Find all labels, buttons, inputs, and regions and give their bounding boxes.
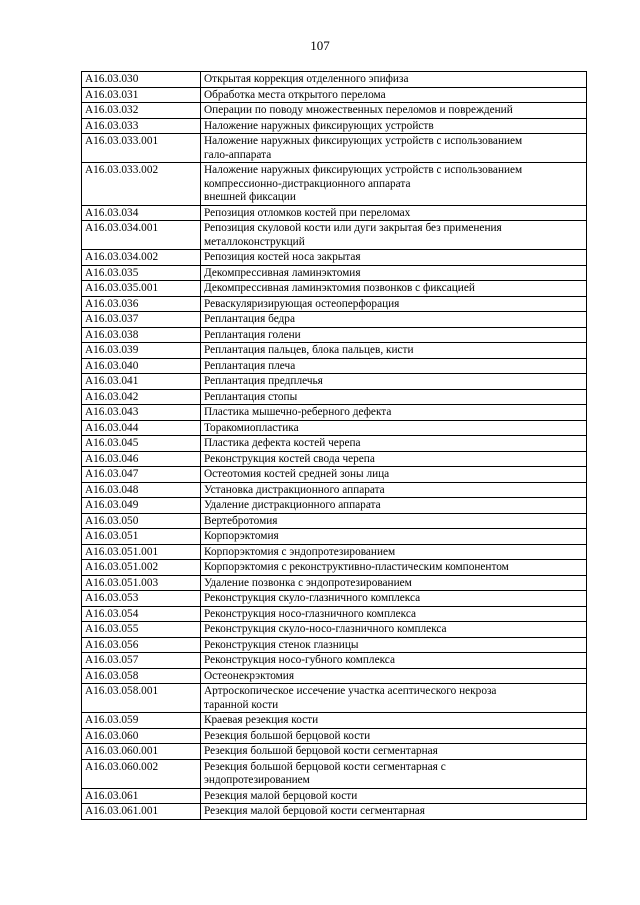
- service-name-cell: Установка дистракционного аппарата: [201, 482, 587, 498]
- service-name-cell: Корпорэктомия с эндопротезированием: [201, 544, 587, 560]
- service-code-cell: A16.03.033.001: [82, 134, 201, 163]
- service-code-cell: A16.03.035: [82, 265, 201, 281]
- service-code-cell: A16.03.060.001: [82, 744, 201, 760]
- service-name-cell: Пластика мышечно-реберного дефекта: [201, 405, 587, 421]
- service-name-cell: Вертебротомия: [201, 513, 587, 529]
- service-code-cell: A16.03.046: [82, 451, 201, 467]
- service-code-cell: A16.03.040: [82, 358, 201, 374]
- table-row: [82, 312, 587, 328]
- service-name-cell: Артроскопическое иссечение участка асептического некроза таранной кости: [201, 684, 587, 713]
- service-code-cell: A16.03.058: [82, 668, 201, 684]
- service-code-cell: A16.03.043: [82, 405, 201, 421]
- service-name-cell: Открытая коррекция отделенного эпифиза: [201, 72, 587, 88]
- service-name-cell: Удаление дистракционного аппарата: [201, 498, 587, 514]
- service-code-cell: A16.03.056: [82, 637, 201, 653]
- table-row: [82, 759, 587, 788]
- table-row: [82, 606, 587, 622]
- service-name-cell: Наложение наружных фиксирующих устройств с использованием компрессионно-дистракционного аппарата внешней фиксации: [201, 163, 587, 206]
- service-code-cell: A16.03.044: [82, 420, 201, 436]
- service-name-cell: Реплантация бедра: [201, 312, 587, 328]
- table-row: [82, 250, 587, 266]
- service-name-cell: Корпорэктомия: [201, 529, 587, 545]
- service-code-cell: A16.03.033.002: [82, 163, 201, 206]
- service-name-cell: Реплантация стопы: [201, 389, 587, 405]
- table-row: [82, 482, 587, 498]
- table-row: [82, 163, 587, 206]
- service-code-cell: A16.03.061.001: [82, 804, 201, 820]
- service-code-cell: A16.03.034: [82, 205, 201, 221]
- service-code-cell: A16.03.060.002: [82, 759, 201, 788]
- service-name-cell: Наложение наружных фиксирующих устройств: [201, 118, 587, 134]
- service-code-cell: A16.03.039: [82, 343, 201, 359]
- table-row: [82, 713, 587, 729]
- service-code-cell: A16.03.042: [82, 389, 201, 405]
- service-name-cell: Резекция большой берцовой кости: [201, 728, 587, 744]
- service-name-cell: Реплантация предплечья: [201, 374, 587, 390]
- table-body: [82, 72, 587, 820]
- service-code-cell: A16.03.031: [82, 87, 201, 103]
- service-name-cell: Торакомиопластика: [201, 420, 587, 436]
- service-name-cell: Репозиция костей носа закрытая: [201, 250, 587, 266]
- service-name-cell: Декомпрессивная ламинэктомия: [201, 265, 587, 281]
- service-name-cell: Реконструкция скуло-глазничного комплекса: [201, 591, 587, 607]
- service-code-cell: A16.03.059: [82, 713, 201, 729]
- service-name-cell: Реконструкция костей свода черепа: [201, 451, 587, 467]
- table-row: [82, 591, 587, 607]
- service-name-cell: Резекция большой берцовой кости сегментарная: [201, 744, 587, 760]
- service-name-cell: Репозиция скуловой кости или дуги закрытая без применения металлоконструкций: [201, 221, 587, 250]
- service-code-cell: A16.03.047: [82, 467, 201, 483]
- page-number: 107: [310, 38, 330, 53]
- table-row: [82, 327, 587, 343]
- table-row: [82, 529, 587, 545]
- service-code-cell: A16.03.051.002: [82, 560, 201, 576]
- table-row: [82, 804, 587, 820]
- table-row: [82, 560, 587, 576]
- service-name-cell: Пластика дефекта костей черепа: [201, 436, 587, 452]
- service-name-cell: Остеонекрэктомия: [201, 668, 587, 684]
- service-code-cell: A16.03.050: [82, 513, 201, 529]
- service-name-cell: Операции по поводу множественных переломов и повреждений: [201, 103, 587, 119]
- service-code-cell: A16.03.041: [82, 374, 201, 390]
- table-row: [82, 103, 587, 119]
- service-name-cell: Реплантация голени: [201, 327, 587, 343]
- table-row: [82, 87, 587, 103]
- service-code-cell: A16.03.061: [82, 788, 201, 804]
- table-row: [82, 221, 587, 250]
- service-code-cell: A16.03.037: [82, 312, 201, 328]
- table-row: [82, 405, 587, 421]
- service-code-cell: A16.03.051.003: [82, 575, 201, 591]
- table-row: [82, 134, 587, 163]
- service-name-cell: Реконструкция носо-глазничного комплекса: [201, 606, 587, 622]
- service-code-cell: A16.03.055: [82, 622, 201, 638]
- service-code-cell: A16.03.036: [82, 296, 201, 312]
- service-name-cell: Резекция малой берцовой кости: [201, 788, 587, 804]
- procedure-codes-table: [81, 71, 587, 820]
- service-name-cell: Остеотомия костей средней зоны лица: [201, 467, 587, 483]
- table-row: [82, 265, 587, 281]
- table-row: [82, 637, 587, 653]
- table-row: [82, 420, 587, 436]
- table-row: [82, 744, 587, 760]
- service-code-cell: A16.03.051: [82, 529, 201, 545]
- service-name-cell: Резекция малой берцовой кости сегментарная: [201, 804, 587, 820]
- service-code-cell: A16.03.034.001: [82, 221, 201, 250]
- table-row: [82, 118, 587, 134]
- service-code-cell: A16.03.030: [82, 72, 201, 88]
- table-row: [82, 728, 587, 744]
- service-name-cell: Обработка места открытого перелома: [201, 87, 587, 103]
- service-name-cell: Реконструкция носо-губного комплекса: [201, 653, 587, 669]
- table-row: [82, 498, 587, 514]
- table-row: [82, 544, 587, 560]
- table-row: [82, 343, 587, 359]
- service-name-cell: Декомпрессивная ламинэктомия позвонков с фиксацией: [201, 281, 587, 297]
- table-row: [82, 72, 587, 88]
- table-row: [82, 451, 587, 467]
- service-code-cell: A16.03.057: [82, 653, 201, 669]
- service-code-cell: A16.03.054: [82, 606, 201, 622]
- table-row: [82, 281, 587, 297]
- service-name-cell: Удаление позвонка с эндопротезированием: [201, 575, 587, 591]
- table-row: [82, 389, 587, 405]
- service-name-cell: Реконструкция стенок глазницы: [201, 637, 587, 653]
- service-code-cell: A16.03.035.001: [82, 281, 201, 297]
- service-code-cell: A16.03.051.001: [82, 544, 201, 560]
- service-code-cell: A16.03.058.001: [82, 684, 201, 713]
- service-code-cell: A16.03.053: [82, 591, 201, 607]
- table-row: [82, 622, 587, 638]
- service-code-cell: A16.03.048: [82, 482, 201, 498]
- table-row: [82, 205, 587, 221]
- table-row: [82, 668, 587, 684]
- table-row: [82, 575, 587, 591]
- table-row: [82, 788, 587, 804]
- table-row: [82, 296, 587, 312]
- service-code-cell: A16.03.060: [82, 728, 201, 744]
- service-name-cell: Корпорэктомия с реконструктивно-пластическим компонентом: [201, 560, 587, 576]
- service-code-cell: A16.03.034.002: [82, 250, 201, 266]
- service-name-cell: Репозиция отломков костей при переломах: [201, 205, 587, 221]
- service-code-cell: A16.03.033: [82, 118, 201, 134]
- table-row: [82, 653, 587, 669]
- service-name-cell: Краевая резекция кости: [201, 713, 587, 729]
- service-name-cell: Резекция большой берцовой кости сегментарная с эндопротезированием: [201, 759, 587, 788]
- table-row: [82, 684, 587, 713]
- table-row: [82, 358, 587, 374]
- service-name-cell: Реваскуляризирующая остеоперфорация: [201, 296, 587, 312]
- service-name-cell: Реплантация пальцев, блока пальцев, кисти: [201, 343, 587, 359]
- table-row: [82, 374, 587, 390]
- table-row: [82, 436, 587, 452]
- service-name-cell: Реплантация плеча: [201, 358, 587, 374]
- service-code-cell: A16.03.038: [82, 327, 201, 343]
- service-code-cell: A16.03.045: [82, 436, 201, 452]
- table-row: [82, 513, 587, 529]
- service-code-cell: A16.03.049: [82, 498, 201, 514]
- table-row: [82, 467, 587, 483]
- service-name-cell: Наложение наружных фиксирующих устройств с использованием гало-аппарата: [201, 134, 587, 163]
- service-code-cell: A16.03.032: [82, 103, 201, 119]
- service-name-cell: Реконструкция скуло-носо-глазничного комплекса: [201, 622, 587, 638]
